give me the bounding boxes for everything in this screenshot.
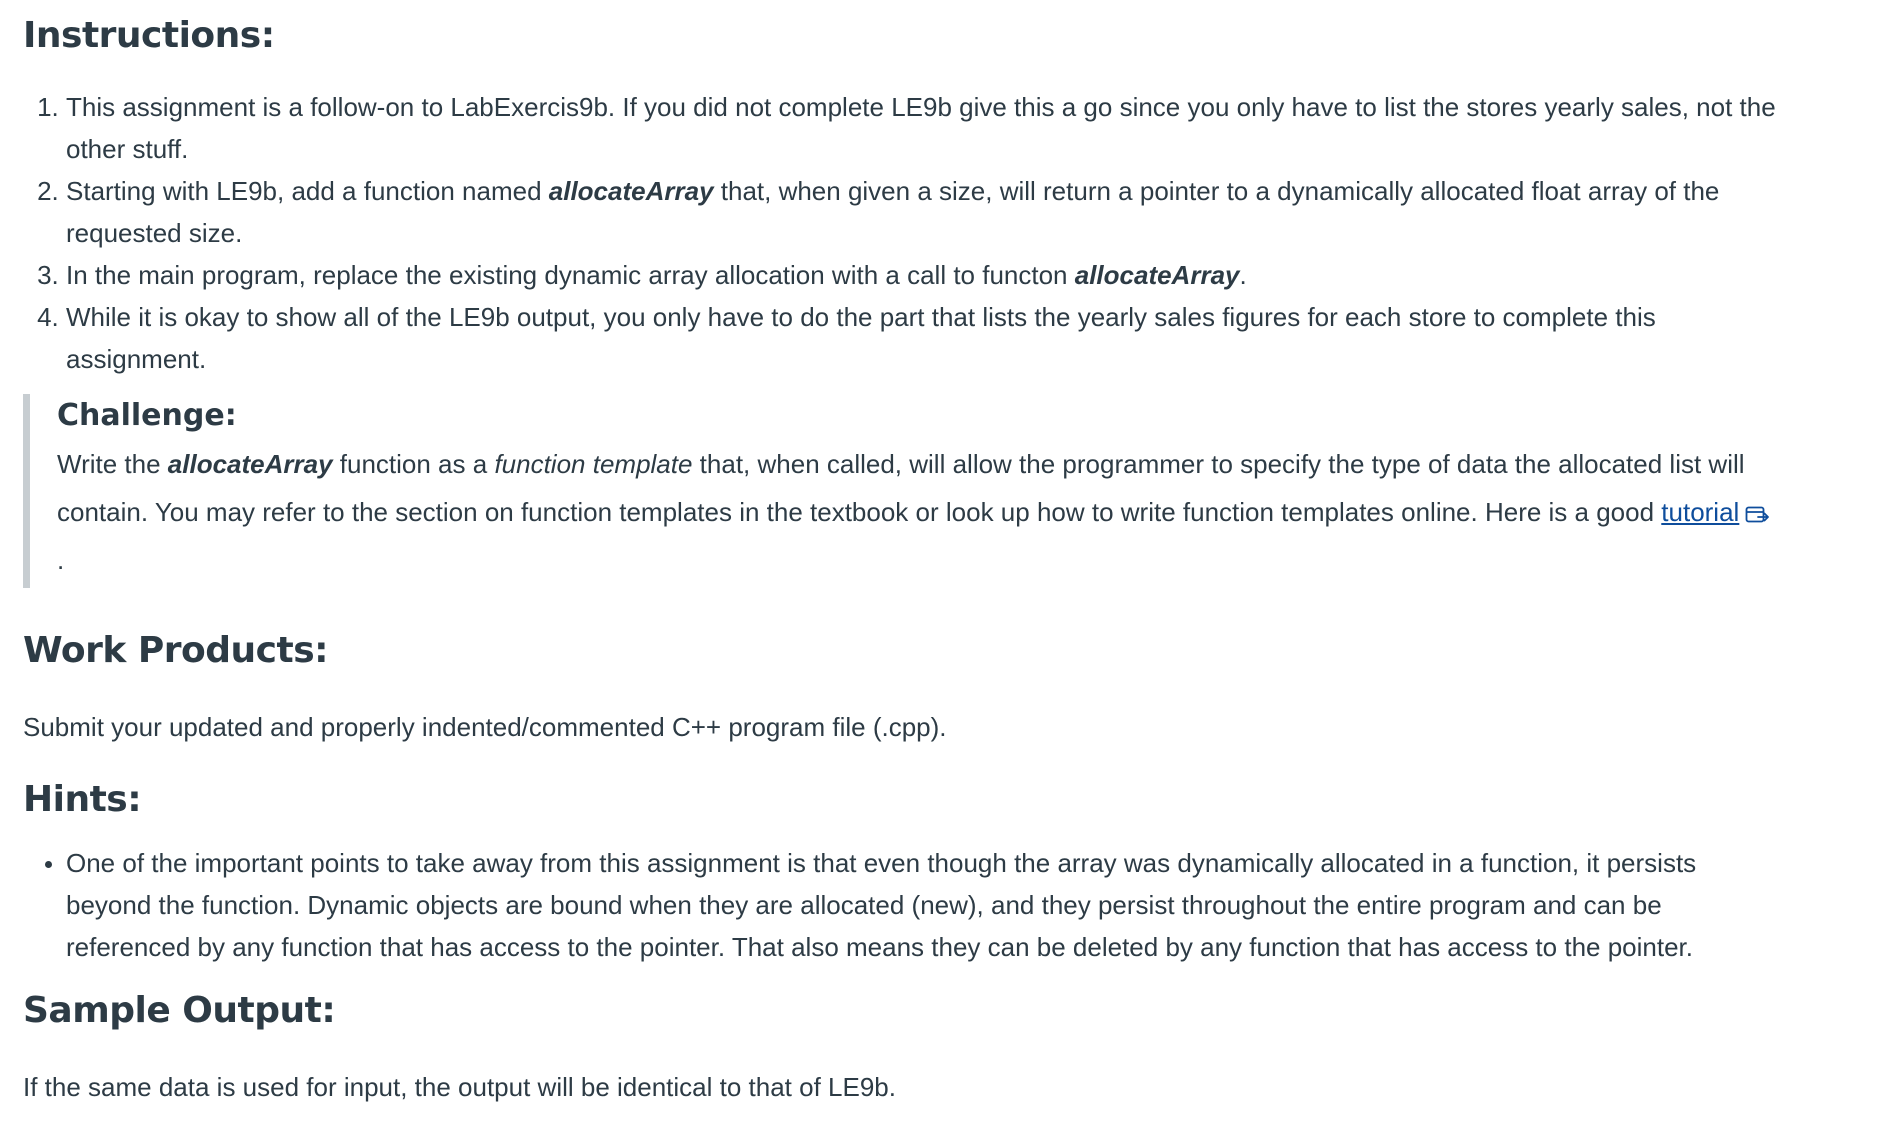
instruction-item-4 (66, 296, 1776, 380)
challenge-heading: Challenge: (57, 398, 237, 433)
instruction-3-pre: In the main program, replace the existing dynamic array allocation with a call to functon (66, 260, 1075, 290)
work-products-text: Submit your updated and properly indented/commented C++ program file (.cpp). (23, 712, 947, 742)
instruction-item-1 (66, 86, 1776, 170)
external-link-icon[interactable] (1745, 504, 1771, 524)
instructions-list (23, 86, 1901, 380)
sample-output-heading: Sample Output: (23, 990, 336, 1031)
hint-item-1: • One of the important points to take away from this assignment is that even though the array was dynamically allocated in a function, it persists beyond the function. Dynamic objects are bound when they are allocated (new), and they persist throughout the entire program and can be referenced by any function that has access to the pointer. That also means they can be deleted by any function that has access to the pointer. (66, 842, 1776, 968)
instruction-item-2 (66, 170, 1776, 254)
instruction-3-function-name: allocateArray (1074, 260, 1240, 290)
instruction-1-text: This assignment is a follow-on to LabExercis9b. If you did not complete LE9b give this a go since you only have to list the stores yearly sales, not the other stuff. (66, 92, 1776, 164)
instructions-heading: Instructions: (23, 15, 275, 56)
sample-output-text: If the same data is used for input, the output will be identical to that of LE9b. (23, 1072, 896, 1102)
challenge-function-template: function template (494, 449, 693, 479)
work-products-heading: Work Products: (23, 630, 329, 671)
instruction-2-function-name: allocateArray (548, 176, 714, 206)
challenge-part-2: function as a (332, 449, 495, 479)
instruction-item-3 (66, 254, 1776, 296)
instruction-2-pre: Starting with LE9b, add a function named (66, 176, 549, 206)
hints-heading: Hints: (23, 779, 142, 820)
instruction-4-text: While it is okay to show all of the LE9b output, you only have to do the part that lists the yearly sales figures for each store to complete this assignment. (66, 302, 1656, 374)
assignment-page (0, 14, 1901, 1133)
challenge-blockquote (23, 394, 1901, 588)
challenge-part-3: that, when called, will allow the programmer to specify the type of data the allocated list will contain. You may refer to the section on function templates in the textbook or look up how to write function templates online. Here is a good (57, 449, 1745, 527)
challenge-function-name: allocateArray (167, 449, 333, 479)
instruction-3-post: . (1239, 260, 1247, 290)
challenge-part-1: Write the (57, 449, 168, 479)
tutorial-link[interactable]: tutorial (1661, 497, 1740, 527)
challenge-part-4: . (57, 545, 65, 575)
hints-list (23, 842, 1901, 968)
challenge-text (57, 440, 1777, 584)
instruction-2-post: that, when given a size, will return a pointer to a dynamically allocated float array of the requested size. (66, 176, 1720, 248)
